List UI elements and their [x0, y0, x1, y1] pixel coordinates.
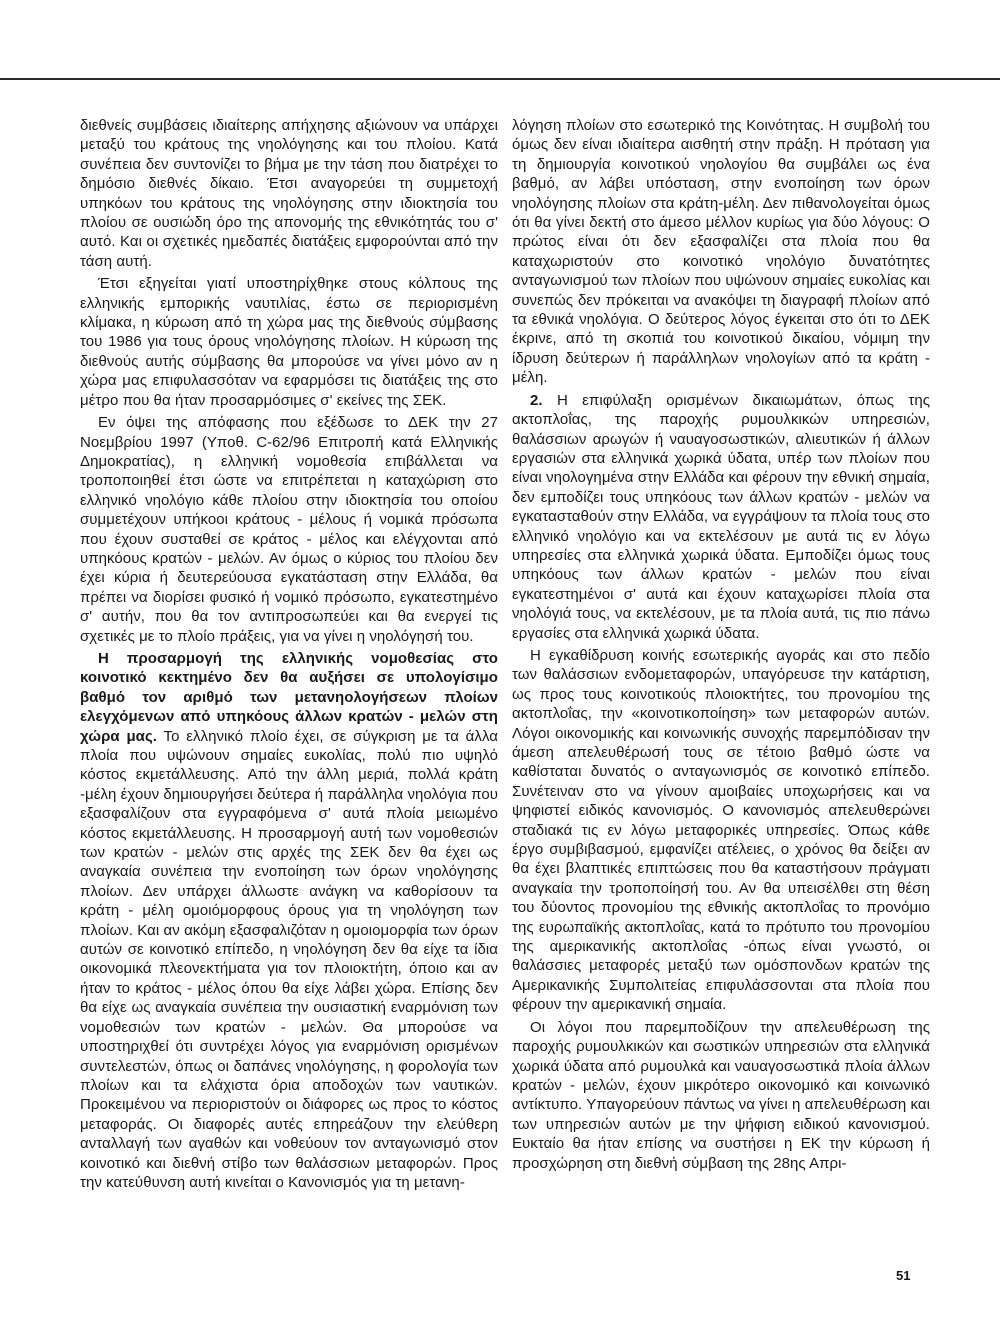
right-paragraph-1: λόγηση πλοίων στο εσωτερικό της Κοινότητας. Η συμβολή του όμως δεν είναι ιδιαίτερα αισθητή στην πράξη. Η πρόταση για τη δημιουργία κοινοτικού νηολογίου θα συμβάλει ως ένα βαθμό, αν λάβει υπόσταση, στην ενοποίηση των όρων νηολόγησης πλοίων στα κράτη-μέλη. Δεν πιθανολογείται όμως ότι θα γίνει δεκτή στο άμεσο μέλλον κυρίως για δύο λόγους: Ο πρώτος είναι ότι δεν εξασφαλίζει στα πλοία που θα καταχωριστούν στο κοινοτικό νηολόγιο δυνατότητες ανταγωνισμού των πλοίων που υψώνουν σημαίες ευκολίας και συνεπώς δεν πρόκειται να ανακόψει τη διαγραφή πλοίων από τα εθνικά νηολόγια. Ο δεύτερος λόγος έγκειται στο ότι το ΔΕΚ έκρινε, από τη σκοπιά του κοινοτικού δικαίου, νόμιμη την ίδρυση δεύτερων ή παράλληλων νηολογίων από τα κράτη - μέλη.	[512, 117, 930, 387]
left-paragraph-1: διεθνείς συμβάσεις ιδιαίτερης απήχησης αξιώνουν να υπάρχει μεταξύ του κράτους της νηολόγησης και του πλοίου. Κατά συνέπεια δεν συντονίζει το βήμα με την τάση που διατρέχει το δημόσιο διεθνές δίκαιο. Έτσι αναγορεύει τη συμμετοχή υπηκόων του κράτους της νηολόγησης στην ιδιοκτησία του πλοίου σε ουσιώδη όρο της απονομής της εθνικότητάς του σ' αυτό. Και οι σχετικές ημεδαπές διατάξεις εμφορούνται από την τάση αυτή.	[80, 117, 498, 270]
right-paragraph-3: Η εγκαθίδρυση κοινής εσωτερικής αγοράς και στο πεδίο των θαλάσσιων ενδομεταφορών, υπαγόρευσε την κατάρτιση, ως προς τους κοινοτικούς πλοιοκτήτες, του προνομίου της ακτοπλοΐας, την «κοινοτικοποίηση» των μεταφορών αυτών. Λόγοι οικονομικής και κοινωνικής συνοχής παρεμπόδισαν την άμεση απελευθέρωσή τους σε τέτοιο βαθμό ώστε να καθίσταται δυνατός ο ανταγωνισμός σε κοινοτικό επίπεδο. Συνέτειναν στο να γίνουν αμοιβαίες υποχωρήσεις και να ψηφιστεί ειδικός κανονισμός. Ο κανονισμός απελευθερώνει σταδιακά τις εν λόγω μεταφορικές υπηρεσίες. Όπως κάθε έργο συμβιβασμού, εμφανίζει ατέλειες, ο χρόνος θα δείξει αν θα έχει βλαπτικές επιπτώσεις που θα καταστήσουν πράγματι αναγκαία την τροποποίησή του. Αν θα υπεισέλθει στη θέση του δύοντος προνομίου της εθνικής ακτοπλοΐας το προνόμιο της ευρωπαϊκής ακτοπλοΐας, κατά το πρότυπο του προνομίου της αμερικανικής ακτοπλοΐας -όπως είναι γνωστό, οι θαλάσσιες μεταφορές μεταξύ των ομόσπονδων κρατών της Αμερικανικής Συμπολιτείας επιφυλάσσονται στα πλοία που φέρουν την αμερικανική σημαία.	[512, 646, 930, 1014]
page-number: 51	[896, 1268, 911, 1283]
right-column	[512, 116, 930, 1176]
left-paragraph-4	[80, 649, 498, 1192]
right-paragraph-4: Οι λόγοι που παρεμποδίζουν την απελευθέρωση της παροχής ρυμουλκικών και σωστικών υπηρεσιών στα ελληνικά χωρικά ύδατα από ρυμουλκά και ναυαγοσωστικά πλοία άλλων κρατών - μελών, έχουν μικρότερο οικονομικό και κοινωνικό αντίκτυπο. Υπαγορεύουν πάντως να γίνει η απελευθέρωση και των υπηρεσιών αυτών με την ψήφιση ειδικού κανονισμού. Ευκταίο θα ήταν επίσης να συστήσει η ΕΚ την κύρωση ή προσχώρηση στη διεθνή σύμβαση της 28ης Απρι-	[512, 1018, 930, 1172]
left-column	[80, 116, 498, 1195]
right-paragraph-2-body: Η επιφύλαξη ορισμένων δικαιωμάτων, όπως της ακτοπλοΐας, της παροχής ρυμουλκικών υπηρεσιών, θαλάσσιων αρωγών ή ναυαγοσωστικών, αλιευτικών ή άλλων εργασιών στα ελληνικά χωρικά ύδατα, υπέρ των πλοίων που είναι νηολογημένα στην Ελλάδα και φέρουν την εθνική σημαία, δεν εμποδίζει τους υπηκόους των άλλων κρατών - μελών να εγκατασταθούν στην Ελλάδα, να εγγράψουν τα πλοία τους στο ελληνικό νηολόγιο και να εκτελέσουν με αυτά τις εν λόγω υπηρεσίες στα ελληνικά χωρικά ύδατα. Εμποδίζει όμως τους υπηκόους των άλλων κρατών - μελών που είναι εγκατεστημένοι σ' αυτά και έχουν καταχωρίσει πλοία στα νηολόγιά τους, να εκτελέσουν, με τα πλοία αυτά, τις πιο πάνω εργασίες στα ελληνικά χωρικά ύδατα.	[512, 391, 930, 642]
left-paragraph-3: Εν όψει της απόφασης που εξέδωσε το ΔΕΚ την 27 Νοεμβρίου 1997 (Υποθ. C-62/96 Επιτροπή κατά Ελληνικής Δημοκρατίας), η ελληνική νομοθεσία επιβάλλεται να τροποποιηθεί έτσι ώστε να επιτρέπεται η καταχώριση στο ελληνικό νηολόγιο κάθε πλοίου στην ιδιοκτησία του οποίου συμμετέχουν υπήκοοι κράτους - μέλους ή νομικά πρόσωπα που έχουν συσταθεί σε κράτος - μέλος και ελέγχονται από υπηκόους κρατών - μελών. Αν όμως ο κύριος του πλοίου δεν έχει κύρια ή δευτερεύουσα εγκατάσταση στην Ελλάδα, θα πρέπει να διορίσει φυσικό ή νομικό πρόσωπο, εγκατεστημένο σ' αυτήν, που θα τον αντιπροσωπεύει και θα ενεργεί τις σχετικές με το πλοίο πράξεις, για να γίνει η νηολόγησή του.	[80, 414, 498, 645]
right-paragraph-2-number: 2.	[530, 391, 543, 409]
left-paragraph-4-body: Το ελληνικό πλοίο έχει, σε σύγκριση με τα άλλα πλοία που υψώνουν σημαίες ευκολίας, πολύ πιο υψηλό κόστος εκμετάλλευσης. Από την άλλη μεριά, πολλά κράτη -μέλη έχουν δημιουργήσει δεύτερα ή παράλληλα νηολόγια που εξασφαλίζουν στα εγγραφόμενα σ' αυτά πλοία μειωμένο κόστος εκμετάλλευσης. Η προσαρμογή αυτή των νομοθεσιών των κρατών - μελών στις αρχές της ΣΕΚ δεν θα έχει ως αναγκαία συνέπεια την ενοποίηση των όρων νηολόγησης πλοίων. Δεν υπάρχει άλλωστε ανάγκη να καθορίσουν τα κράτη - μέλη ομοιόμορφους όρους για τη νηολόγηση των πλοίων. Και αν ακόμη εξασφαλιζόταν η ομοιομορφία των όρων αυτών σε κοινοτικό επίπεδο, η νηολόγηση δεν θα είχε τα ίδια οικονομικά πλεονεκτήματα για τον πλοιοκτήτη, όποιο και αν ήταν το κράτος - μέλος όπου θα είχε λάβει χώρα. Επίσης δεν θα είχε ως αναγκαία συνέπεια την ουσιαστική εναρμόνιση των νομοθεσιών των κρατών - μελών. Θα μπορούσε να υποστηριχθεί ότι συντρέχει λόγος για εναρμόνιση ορισμένων συντελεστών, όπως οι δαπάνες νηολόγησης, η φορολογία των πλοίων και τα ελάχιστα όρια αποδοχών των ναυτικών. Προκειμένου να περιοριστούν οι διάφορες ως προς το κόστος μεταφοράς. Οι διαφορές αυτές επηρεάζουν την ελεύθερη ανταλλαγή των αγαθών και νοθεύουν τον ανταγωνισμό στον κοινοτικό και διεθνή στίβο των θαλάσσιων μεταφορών. Προς την κατεύθυνση αυτή κινείται ο Κανονισμός για τη μετανη-	[80, 727, 498, 1191]
left-paragraph-2: Έτσι εξηγείται γιατί υποστηρίχθηκε στους κόλπους της ελληνικής εμπορικής ναυτιλίας, έστω σε περιορισμένη κλίμακα, η κύρωση από τη χώρα μας της διεθνούς σύμβασης του 1986 για τους όρους νηολόγησης πλοίων. Η κύρωση της διεθνούς αυτής σύμβασης θα μπορούσε να γίνει μόνο αν η χώρα μας επιφυλασσόταν να εφαρμόσει τις διατάξεις της στο μέτρο που θα ήταν προσαρμόσιμες σ' εκείνες της ΣΕΚ.	[80, 275, 498, 409]
left-paragraph-4-heading: Η προσαρμογή της ελληνικής νομοθεσίας στο κοινοτικό κεκτημένο δεν θα αυξήσει σε υπολογίσιμο βαθμό τον αριθμό των μετανηολογήσεων πλοίων ελεγχόμενων από υπηκόους άλλων κρατών - μελών στη χώρα μας.	[80, 649, 498, 745]
top-rule	[0, 78, 1000, 80]
right-paragraph-2	[512, 391, 930, 643]
